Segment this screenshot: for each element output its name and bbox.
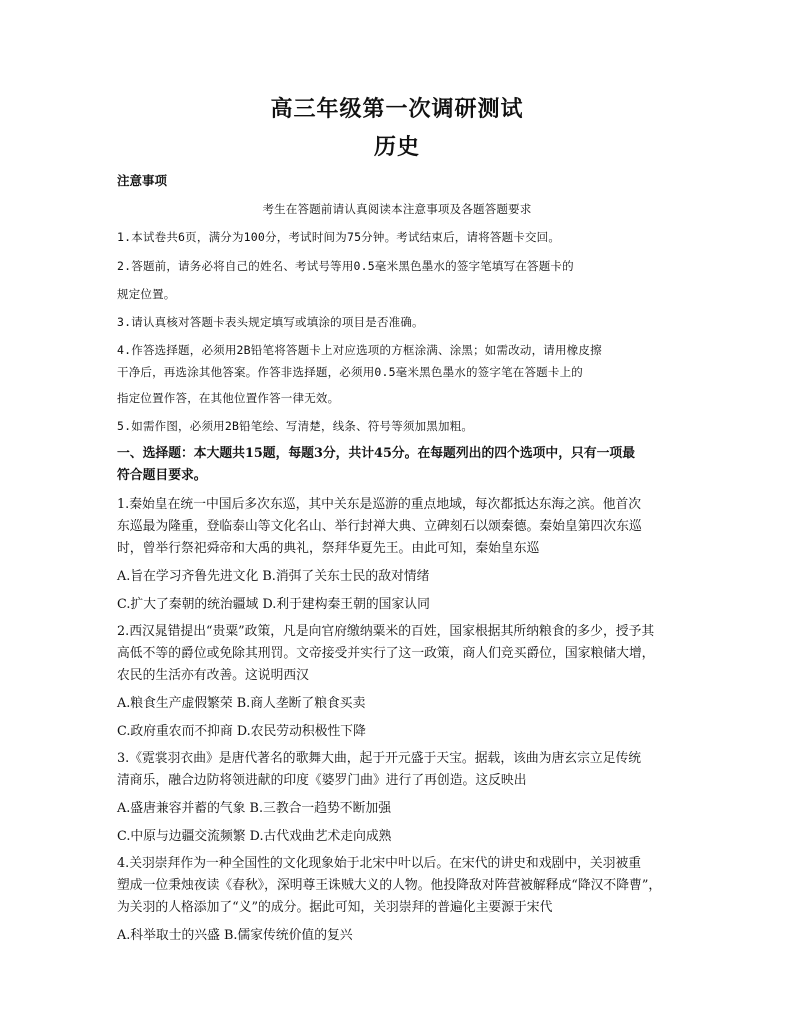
question-4-stem: 4.关羽崇拜作为一种全国性的文化现象始于北宋中叶以后。在宋代的讲史和戏剧中，关羽被重 [117,856,642,871]
notice-item: 2.答题前，请务必将自己的姓名、考试号等用0.5毫米黑色墨水的签字笔填写在答题卡的 [117,259,574,273]
notice-item-continued: 干净后，再选涂其他答案。作答非选择题，必须用0.5毫米黑色墨水的签字笔在答题卡上的 [117,365,583,379]
notice-item: 1.本试卷共6页，满分为100分，考试时间为75分钟。考试结束后，请将答题卡交回。 [117,230,561,244]
notice-item: 5.如需作图，必须用2B铅笔绘、写清楚，线条、符号等须加黑加粗。 [117,419,474,433]
question-1-options: C.扩大了秦朝的统治疆域 D.利于建构秦王朝的国家认同 [117,597,430,612]
question-2-stem: 2.西汉晁错提出“贵粟”政策，凡是向官府缴纳粟米的百姓，国家根据其所纳粮食的多少，授予其 [117,624,655,639]
question-4-options: A.科举取士的兴盛 B.儒家传统价值的复兴 [117,928,353,943]
question-1-options: A.旨在学习齐鲁先进文化 B.消弭了关东士民的敌对情绪 [117,569,430,584]
question-1-stem: 东巡最为隆重，登临泰山等文化名山、举行封禅大典、立碑刻石以颂秦德。秦始皇第四次东巡 [117,519,642,534]
question-4-stem: 为关羽的人格添加了“义”的成分。据此可知，关羽崇拜的普遍化主要源于宋代 [117,900,553,915]
notice-item-continued: 指定位置作答，在其他位置作答一律无效。 [117,391,340,405]
notice-item-continued: 规定位置。 [117,287,176,301]
question-2-stem: 农民的生活亦有改善。这说明西汉 [117,668,309,683]
question-2-stem: 高低不等的爵位或免除其刑罚。文帝接受并实行了这一政策，商人们竞买爵位，国家粮储大增， [117,646,655,661]
question-3-stem: 3.《霓裳羽衣曲》是唐代著名的歌舞大曲，起于开元盛于天宝。据载，该曲为唐玄宗立足传统 [117,751,642,766]
question-4-stem: 塑成一位秉烛夜读《春秋》，深明尊王诛贼大义的人物。他投降敌对阵营被解释成“降汉不降曹”， [117,878,662,893]
question-2-options: A.粮食生产虚假繁荣 B.商人垄断了粮食买卖 [117,696,366,711]
section-heading-continued: 符合题目要求。 [117,468,207,483]
subject-title: 历史 [373,134,420,160]
question-1-stem: 1.秦始皇在统一中国后多次东巡，其中关东是巡游的重点地域，每次都抵达东海之滨。他首次 [117,497,642,512]
exam-title: 高三年级第一次调研测试 [270,96,524,122]
section-heading: 一、选择题：本大题共15题，每题3分，共计45分。在每题列出的四个选项中，只有一项最 [117,446,636,461]
notice-heading: 注意事项 [117,173,168,188]
notice-item: 3.请认真核对答题卡表头规定填写或填涂的项目是否准确。 [117,315,424,329]
notice-intro: 考生在答题前请认真阅读本注意事项及各题答题要求 [262,202,532,216]
question-1-stem: 时，曾举行祭祀舜帝和大禹的典礼，祭拜华夏先王。由此可知，秦始皇东巡 [117,541,540,556]
question-2-options: C.政府重农而不抑商 D.农民劳动积极性下降 [117,724,366,739]
question-3-stem: 清商乐，融合边防将领进献的印度《婆罗门曲》进行了再创造。这反映出 [117,773,527,788]
notice-item: 4.作答选择题，必须用2B铅笔将答题卡上对应选项的方框涂满、涂黑；如需改动，请用橡皮擦 [117,343,602,357]
question-3-options: A.盛唐兼容并蓄的气象 B.三教合一趋势不断加强 [117,801,391,816]
question-3-options: C.中原与边疆交流频繁 D.古代戏曲艺术走向成熟 [117,829,392,844]
